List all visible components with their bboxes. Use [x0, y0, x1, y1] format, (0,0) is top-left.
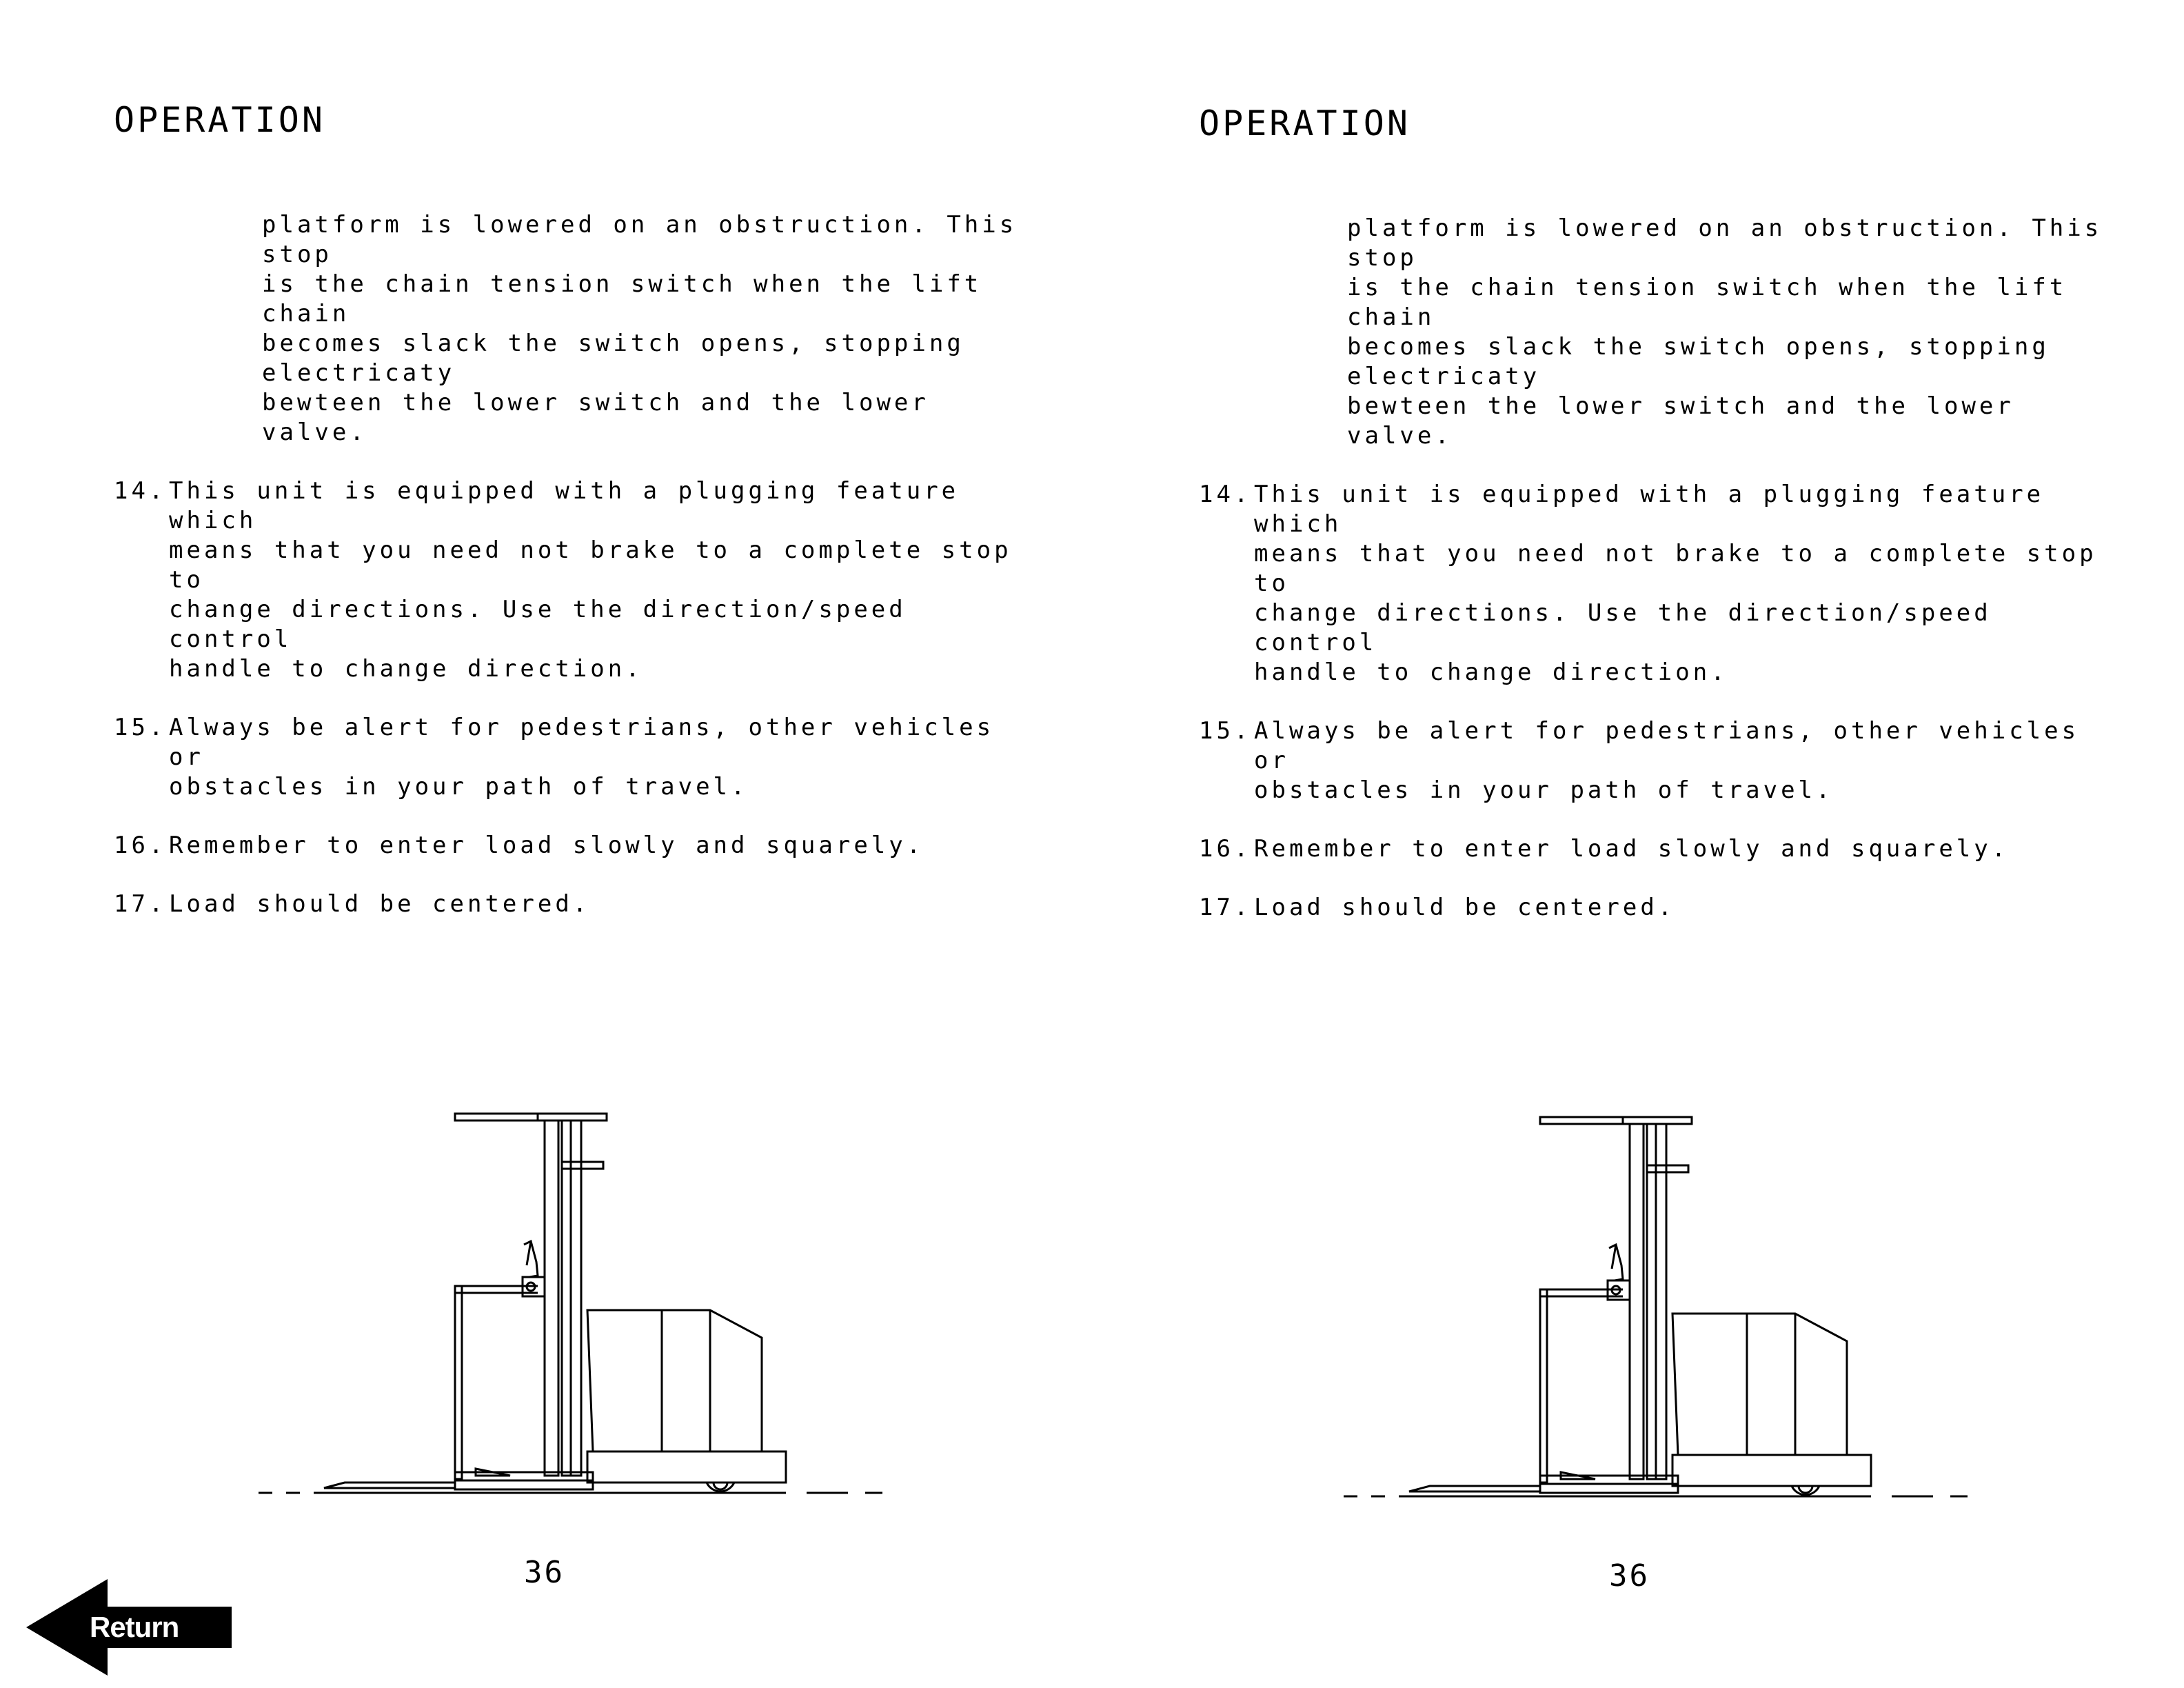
item-text: Load should be centered. — [169, 890, 591, 918]
item-number: 14. — [114, 477, 167, 505]
item-text: This unit is equipped with a plugging feature which means that you need not brake to a complete stop to change directions. Use the direction/speed control handle to change direction. — [1254, 481, 2097, 686]
item-text: Load should be centered. — [1254, 894, 1676, 921]
instruction-text — [1199, 214, 2116, 952]
item-number: 15. — [1199, 717, 1252, 745]
item-number: 16. — [1199, 835, 1252, 863]
list-item — [1199, 716, 2116, 805]
item-text: Always be alert for pedestrians, other vehicles or obstacles in your path of travel. — [169, 714, 995, 801]
continued-paragraph: platform is lowered on an obstruction. This stop is the chain tension switch when the lift chain becomes slack the switch opens, stopping electricaty bewteen the lower switch and the lower valve. — [262, 211, 1018, 446]
list-item — [1199, 834, 2116, 864]
forklift-illustration — [1333, 1100, 1995, 1527]
item-text: Always be alert for pedestrians, other vehicles or obstacles in your path of travel. — [1254, 717, 2080, 804]
instruction-text — [114, 210, 1031, 948]
list-item — [114, 713, 1031, 802]
list-item — [114, 890, 1031, 919]
page-number: 36 — [524, 1555, 565, 1590]
list-item — [114, 476, 1031, 684]
item-number: 17. — [1199, 894, 1252, 921]
item-number: 17. — [114, 890, 167, 918]
item-number: 15. — [114, 714, 167, 741]
item-text: This unit is equipped with a plugging feature which means that you need not brake to a complete stop to change directions. Use the direction/speed control handle to change direction. — [169, 477, 1012, 683]
return-button[interactable] — [26, 1579, 240, 1676]
item-number: 16. — [114, 832, 167, 859]
return-label: Return — [90, 1611, 179, 1643]
item-number: 14. — [1199, 481, 1252, 508]
list-item — [1199, 480, 2116, 687]
right-page — [1092, 0, 2184, 1688]
continued-paragraph: platform is lowered on an obstruction. This stop is the chain tension switch when the lift chain becomes slack the switch opens, stopping electricaty bewteen the lower switch and the lower valve. — [1347, 214, 2103, 450]
forklift-illustration — [248, 1096, 910, 1524]
item-text: Remember to enter load slowly and squarely. — [169, 832, 924, 859]
item-text: Remember to enter load slowly and squarely. — [1254, 835, 2010, 863]
list-item — [114, 831, 1031, 861]
list-item — [1199, 893, 2116, 923]
page-heading: OPERATION — [114, 100, 325, 140]
page-number: 36 — [1609, 1558, 1650, 1594]
page-heading: OPERATION — [1199, 103, 1410, 143]
